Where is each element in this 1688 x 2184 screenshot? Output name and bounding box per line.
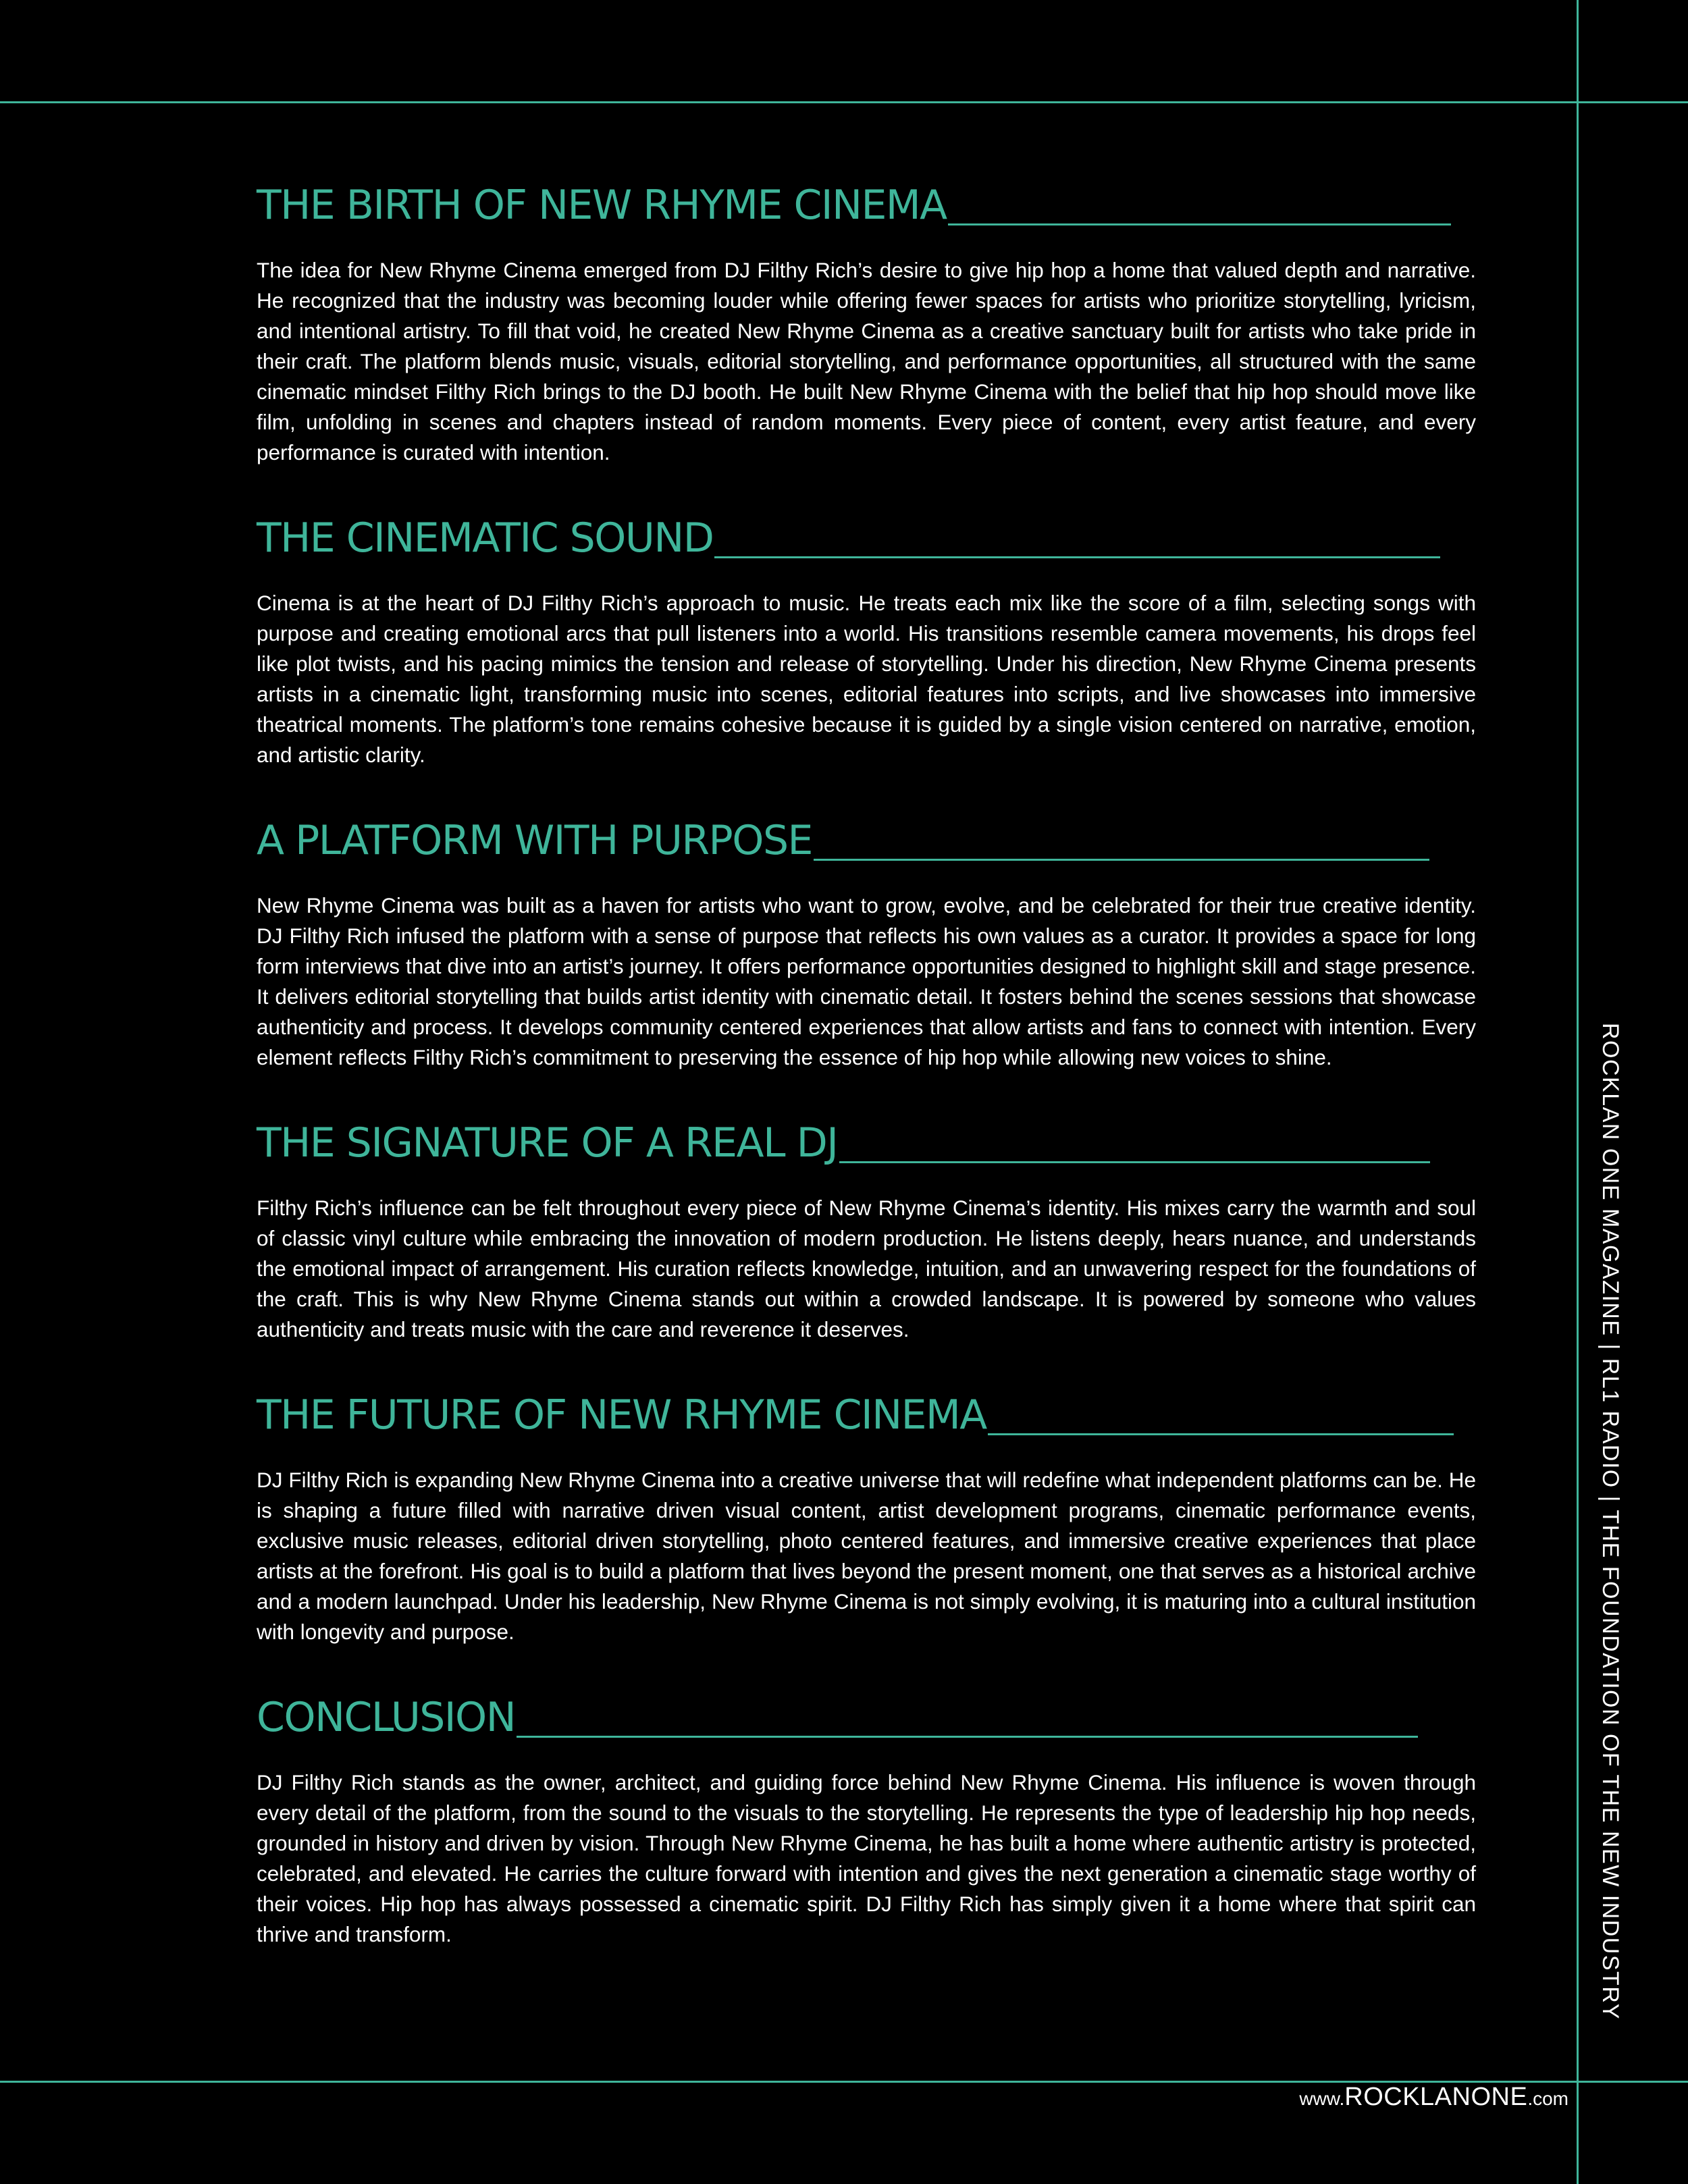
section-heading-text: CONCLUSION — [257, 1694, 516, 1741]
section-heading — [257, 803, 1476, 863]
heading-underline — [814, 859, 1429, 861]
footer-url-domain: ROCKLANONE — [1344, 2083, 1528, 2111]
section-heading-text: THE FUTURE OF NEW RHYME CINEMA — [257, 1391, 986, 1439]
article-body — [257, 167, 1476, 1950]
section-heading — [257, 1680, 1476, 1740]
section-conclusion — [257, 1680, 1476, 1950]
footer-url-prefix: www. — [1299, 2088, 1345, 2109]
heading-underline — [839, 1161, 1430, 1163]
section-heading — [257, 167, 1476, 228]
right-vertical-rule — [1577, 0, 1579, 2184]
section-cinematic-sound — [257, 500, 1476, 770]
section-birth — [257, 167, 1476, 468]
footer-website[interactable] — [1299, 2084, 1568, 2110]
section-paragraph: Filthy Rich’s influence can be felt throughout every piece of New Rhyme Cinema’s identity. His mixes carry the warmth and soul of classic vinyl culture while embracing the innovation of modern production. He listens deeply, hears nuance, and understands the emotional impact of arrangement. His curation reflects knowledge, intuition, and an unwavering respect for the foundations of the craft. This is why New Rhyme Cinema stands out within a crowded landscape. It is powered by someone who values authenticity and treats music with the care and reverence it deserves. — [257, 1196, 1476, 1341]
heading-underline — [714, 556, 1440, 558]
section-heading — [257, 1105, 1476, 1166]
section-platform-purpose — [257, 803, 1476, 1073]
section-signature — [257, 1105, 1476, 1345]
section-heading-text: THE BIRTH OF NEW RHYME CINEMA — [257, 182, 947, 229]
heading-underline — [948, 223, 1451, 225]
section-heading-text: THE SIGNATURE OF A REAL DJ — [257, 1119, 838, 1167]
section-future — [257, 1377, 1476, 1647]
top-rule — [0, 101, 1688, 103]
section-paragraph: New Rhyme Cinema was built as a haven for artists who want to grow, evolve, and be celebrated for their true creative identity. DJ Filthy Rich infused the platform with a sense of purpose that reflects his own values as a curator. It provides a space for long form interviews that dive into an artist’s journey. It offers performance opportunities designed to highlight skill and stage presence. It delivers editorial storytelling that builds artist identity with cinematic detail. It fosters behind the scenes sessions that showcase authenticity and process. It develops community centered experiences that allow artists and fans to connect with intention. Every element reflects Filthy Rich’s commitment to preserving the essence of hip hop while allowing new voices to shine. — [257, 893, 1476, 1069]
footer-url-suffix: .com — [1527, 2088, 1568, 2109]
section-heading-text: THE CINEMATIC SOUND — [257, 514, 714, 562]
heading-underline — [517, 1736, 1418, 1738]
heading-underline — [988, 1433, 1454, 1435]
section-heading — [257, 1377, 1476, 1438]
section-heading-text: A PLATFORM WITH PURPOSE — [257, 817, 812, 864]
section-paragraph: Cinema is at the heart of DJ Filthy Rich’s approach to music. He treats each mix like the score of a film, selecting songs with purpose and creating emotional arcs that pull listeners into a world. His transitions resemble camera movements, his drops feel like plot twists, and his pacing mimics the tension and release of storytelling. Under his direction, New Rhyme Cinema presents artists in a cinematic light, transforming music into scenes, editorial features into scripts, and live showcases into immersive theatrical moments. The platform’s tone remains cohesive because it is guided by a single vision centered on narrative, emotion, and artistic clarity. — [257, 591, 1476, 767]
sidebar-tagline: ROCKLAN ONE MAGAZINE | RL1 RADIO | THE FOUNDATION OF THE NEW INDUSTRY — [1598, 1023, 1623, 2020]
section-paragraph: DJ Filthy Rich stands as the owner, architect, and guiding force behind New Rhyme Cinema. His influence is woven through every detail of the platform, from the sound to the visuals to the storytelling. He represents the type of leadership hip hop needs, grounded in history and driven by vision. Through New Rhyme Cinema, he has built a home where authentic artistry is protected, celebrated, and elevated. He carries the culture forward with intention and gives the next generation a cinematic stage worthy of their voices. Hip hop has always possessed a cinematic spirit. DJ Filthy Rich has simply given it a home where that spirit can thrive and transform. — [257, 1770, 1476, 1946]
section-heading — [257, 500, 1476, 561]
section-paragraph: The idea for New Rhyme Cinema emerged from DJ Filthy Rich’s desire to give hip hop a home that valued depth and narrative. He recognized that the industry was becoming louder while offering fewer spaces for artists who prioritize storytelling, lyricism, and intentional artistry. To fill that void, he created New Rhyme Cinema as a creative sanctuary built for artists who take pride in their craft. The platform blends music, visuals, editorial storytelling, and performance opportunities, all structured with the same cinematic mindset Filthy Rich brings to the DJ booth. He built New Rhyme Cinema with the belief that hip hop should move like film, unfolding in scenes and chapters instead of random moments. Every piece of content, every artist feature, and every performance is curated with intention. — [257, 258, 1476, 464]
section-paragraph: DJ Filthy Rich is expanding New Rhyme Cinema into a creative universe that will redefine what independent platforms can be. He is shaping a future filled with narrative driven visual content, artist development programs, cinematic performance events, exclusive music releases, editorial driven storytelling, photo centered features, and immersive creative experiences that place artists at the forefront. His goal is to build a platform that lives beyond the present moment, one that serves as a historical archive and a modern launchpad. Under his leadership, New Rhyme Cinema is not simply evolving, it is maturing into a cultural institution with longevity and purpose. — [257, 1468, 1476, 1644]
